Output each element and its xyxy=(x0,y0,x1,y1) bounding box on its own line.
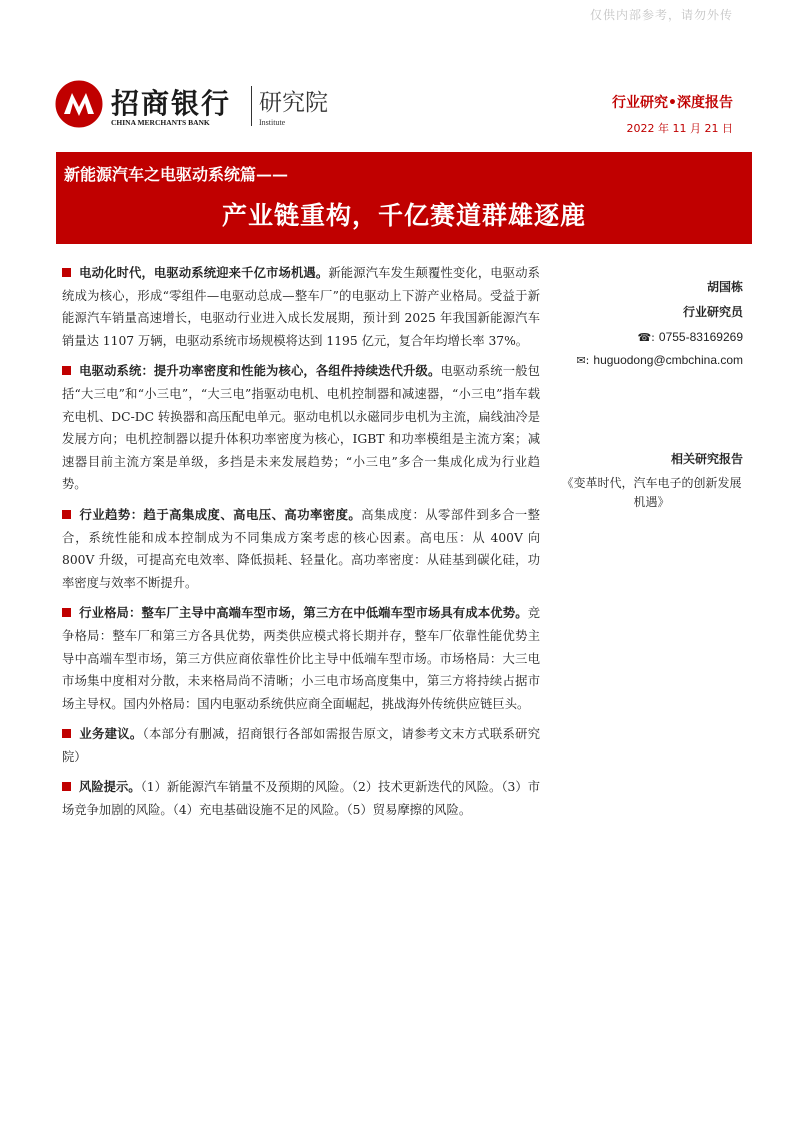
logo-divider xyxy=(251,86,252,126)
report-date: 2022 年 11 月 21 日 xyxy=(626,122,733,135)
section-lead: 电驱动系统：提升功率密度和性能为核心，各组件持续迭代升级。 xyxy=(79,364,441,379)
section-lead: 业务建议。 xyxy=(79,727,143,742)
cmb-logo-icon xyxy=(55,80,103,128)
analyst-title: 行业研究员 xyxy=(682,305,743,319)
logo-institute-en: Institute xyxy=(259,118,286,127)
square-bullet-icon xyxy=(62,608,71,617)
section-body: 竞争格局：整车厂和第三方各具优势，两类供应模式将长期并存，整车厂依靠性能优势主导中高端车型市场，第三方供应商依靠性价比主导中低端车型市场。市场格局：大三电市场集中度相对分散，未来格局尚不清晰；小三电市场高度集中，第三方将持续占据市场主导权。国内外格局：国内电驱动系统供应商全面崛起，挑战海外传统供应链巨头。 xyxy=(62,606,540,711)
analyst-name: 胡国栋 xyxy=(706,280,743,294)
square-bullet-icon xyxy=(62,782,71,791)
section-body: （1）新能源汽车销量不及预期的风险。（2）技术更新迭代的风险。（3）市场竞争加剧的风险。（4）充电基础设施不足的风险。（5）贸易摩擦的风险。 xyxy=(62,780,540,818)
summary-section xyxy=(62,602,540,715)
section-body: （本部分有删减，招商银行各部如需报告原文，请参考文末方式联系研究院） xyxy=(62,727,540,764)
section-lead: 风险提示。 xyxy=(79,780,141,795)
phone-icon: ☎: xyxy=(637,331,655,344)
square-bullet-icon xyxy=(62,366,71,375)
logo-bank-name-en: CHINA MERCHANTS BANK xyxy=(111,118,210,127)
banner-title: 产业链重构，千亿赛道群雄逐鹿 xyxy=(221,201,586,230)
logo-bank-name: 招商银行 xyxy=(111,87,232,120)
watermark-text: 仅供内部参考，请勿外传 xyxy=(589,8,733,22)
summary-section xyxy=(62,776,540,821)
related-reports-heading: 相关研究报告 xyxy=(670,452,743,466)
related-report-item[interactable]: 《变革时代，汽车电子的创新发展机遇》 xyxy=(561,476,742,509)
cmb-logo xyxy=(55,80,345,132)
analyst-email xyxy=(560,353,743,367)
summary-section xyxy=(62,504,540,594)
section-lead: 电动化时代，电驱动系统迎来千亿市场机遇。 xyxy=(79,266,329,280)
summary-body xyxy=(62,262,540,830)
square-bullet-icon xyxy=(62,510,71,519)
report-type: 行业研究•深度报告 xyxy=(612,95,733,111)
email-address[interactable]: huguodong@cmbchina.com xyxy=(593,353,743,367)
logo-institute: 研究院 xyxy=(259,90,328,116)
phone-number: 0755-83169269 xyxy=(658,330,743,344)
section-body: 电驱动系统一般包括“大三电”和“小三电”，“大三电”指驱动电机、电机控制器和减速器，“小三电”指车载充电机、DC-DC 转换器和高压配电单元。驱动电机以永磁同步电机为主流，扁线油冷是发展方向；电机控制器以提升体积功率密度为核心，IGBT 和功率模组是主流方案；减速器目前主流方案是单级，多挡是未来发展趋势；“小三电”多合一集成化成为行业趋势。 xyxy=(62,364,540,492)
summary-section xyxy=(62,723,540,768)
title-banner xyxy=(56,152,752,244)
summary-section xyxy=(62,262,540,352)
square-bullet-icon xyxy=(62,268,71,277)
section-body: 高集成度：从零部件到多合一整合，系统性能和成本控制成为不同集成方案考虑的核心因素。高电压：从 400V 向 800V 升级，可提高充电效率、降低损耗、轻量化。高功率密度：从硅基到碳化硅，功率密度与效率不断提升。 xyxy=(62,507,540,590)
summary-section xyxy=(62,360,540,496)
analyst-phone xyxy=(560,330,743,344)
section-lead: 行业趋势：趋于高集成度、高电压、高功率密度。 xyxy=(79,507,362,522)
section-lead: 行业格局：整车厂主导中高端车型市场，第三方在中低端车型市场具有成本优势。 xyxy=(79,606,528,621)
section-body: 新能源汽车发生颠覆性变化，电驱动系统成为核心，形成“零组件—电驱动总成—整车厂”的电驱动上下游产业格局。受益于新能源汽车销量高速增长，电驱动行业进入成长发展期，预计到 2025 年我国新能源汽车销量达 1107 万辆，电驱动系统市场规模将达到 1195 亿元，复合年均增长率 37%。 xyxy=(62,266,540,348)
square-bullet-icon xyxy=(62,729,71,738)
banner-subtitle: 新能源汽车之电驱动系统篇—— xyxy=(64,165,289,184)
email-icon: ✉: xyxy=(576,354,590,367)
